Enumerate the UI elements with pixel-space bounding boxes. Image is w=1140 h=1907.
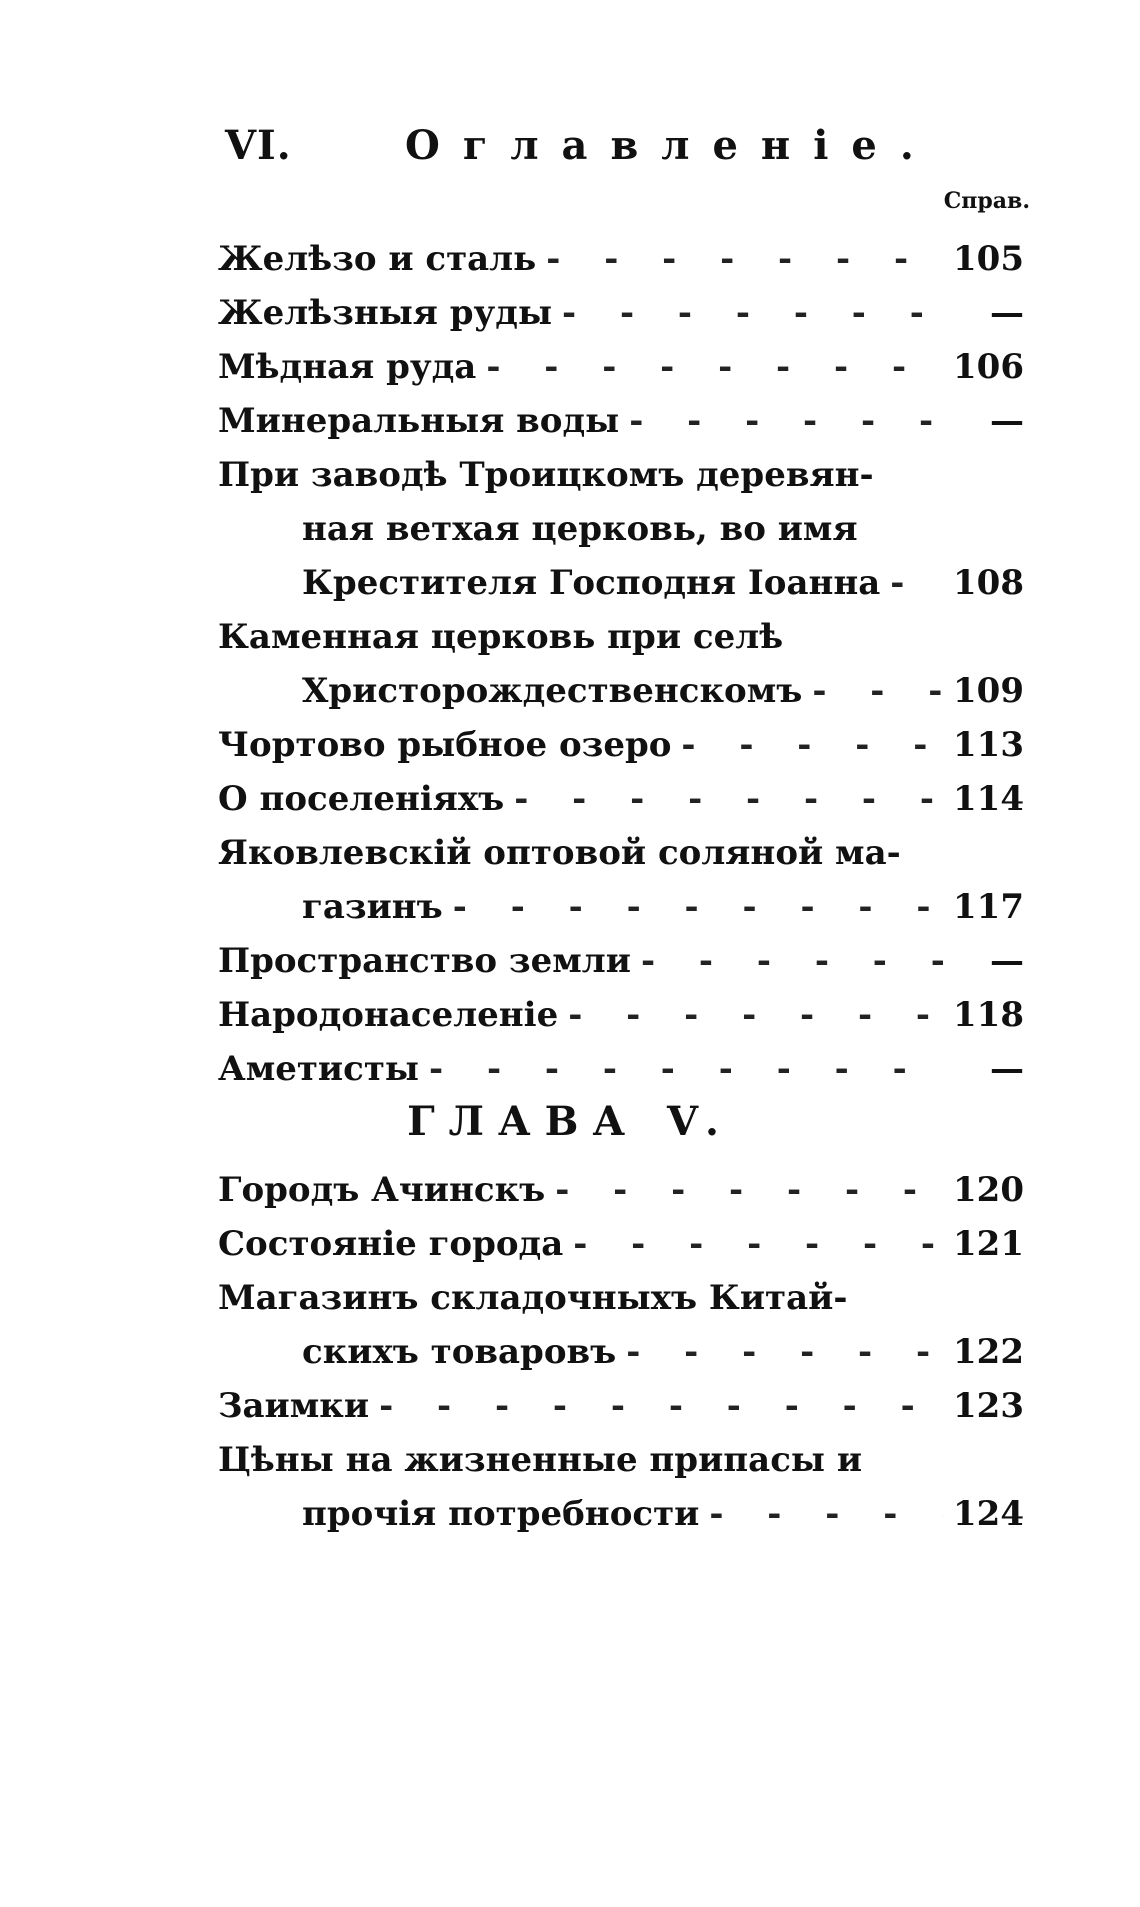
toc-entry — [218, 1217, 1024, 1271]
entry-text: Минеральныя воды — [218, 401, 620, 441]
leader-dots — [555, 1163, 943, 1217]
entry-text: Желѣзо и сталь — [218, 239, 537, 279]
entry-text: скихъ товаровъ — [302, 1332, 617, 1372]
entry-page: 118 — [953, 995, 1024, 1035]
leader-dots — [681, 718, 943, 772]
leader-dots — [568, 988, 943, 1042]
leader-dots — [812, 664, 943, 718]
entry-page: 117 — [953, 887, 1024, 927]
page-column-label: Справ. — [943, 188, 1030, 214]
toc-entry — [218, 826, 1024, 934]
entry-text: При заводѣ Троицкомъ деревян- — [218, 455, 874, 495]
leader-dots — [486, 340, 943, 394]
toc-entry — [218, 232, 1024, 286]
page-number: VI. — [225, 122, 292, 169]
entry-page: 114 — [953, 779, 1024, 819]
entry-page: — — [990, 293, 1024, 333]
entry-page: 121 — [953, 1224, 1024, 1264]
entry-text: газинъ — [302, 887, 443, 927]
entry-page: 113 — [953, 725, 1024, 765]
toc-entry — [218, 718, 1024, 772]
entry-text: Желѣзныя руды — [218, 293, 553, 333]
page-title: Оглавленіе. — [405, 122, 937, 169]
entry-text: Состояніе города — [218, 1224, 564, 1264]
toc-entry — [218, 1163, 1024, 1217]
entry-text: ная ветхая церковь, во имя — [302, 509, 858, 549]
leader-dots — [629, 394, 944, 448]
entry-page: 122 — [953, 1332, 1024, 1372]
toc-entry — [218, 610, 1024, 718]
entry-text: Чортово рыбное озеро — [218, 725, 672, 765]
toc-entry — [218, 448, 1024, 610]
toc-entry — [218, 988, 1024, 1042]
toc-entry — [218, 1379, 1024, 1433]
toc-section-b — [218, 1163, 1024, 1541]
leader-dots — [514, 772, 943, 826]
entry-page: — — [990, 401, 1024, 441]
entry-text: О поселеніяхъ — [218, 779, 505, 819]
entry-text: Крестителя Господня Іоанна — [302, 563, 881, 603]
toc-entry — [218, 1433, 1024, 1541]
entry-text: Аметисты — [218, 1049, 419, 1089]
toc-section-a — [218, 232, 1024, 1096]
toc-entry — [218, 340, 1024, 394]
toc-entry — [218, 286, 1024, 340]
entry-page: — — [990, 941, 1024, 981]
leader-dots — [546, 232, 943, 286]
entry-page: 105 — [953, 239, 1024, 279]
entry-page: 109 — [953, 671, 1024, 711]
entry-text: Народонаселеніе — [218, 995, 559, 1035]
leader-dots — [709, 1487, 943, 1541]
leader-dots — [626, 1325, 943, 1379]
page-header — [225, 122, 937, 182]
toc-entry — [218, 1042, 1024, 1096]
leader-dots — [429, 1042, 944, 1096]
entry-text: прочія потребности — [302, 1494, 700, 1534]
entry-text: Каменная церковь при селѣ — [218, 617, 784, 657]
entry-text: Городъ Ачинскъ — [218, 1170, 546, 1210]
entry-text: Пространство земли — [218, 941, 631, 981]
entry-text: Заимки — [218, 1386, 370, 1426]
entry-page: 108 — [953, 563, 1024, 603]
toc-entry — [218, 772, 1024, 826]
leader-dots — [641, 934, 944, 988]
leader-dots — [573, 1217, 943, 1271]
leader-dots — [562, 286, 944, 340]
entry-page: 124 — [953, 1494, 1024, 1534]
entry-page: — — [990, 1049, 1024, 1089]
toc-entry — [218, 394, 1024, 448]
toc-entry — [218, 934, 1024, 988]
entry-text: Яковлевскій оптовой соляной ма- — [218, 833, 901, 873]
entry-text: Мѣдная руда — [218, 347, 477, 387]
entry-page: 106 — [953, 347, 1024, 387]
entry-text: Магазинъ складочныхъ Китай- — [218, 1278, 848, 1318]
entry-text: Христорождественскомъ — [302, 671, 803, 711]
entry-page: 123 — [953, 1386, 1024, 1426]
leader-dots — [890, 556, 943, 610]
chapter-heading: ГЛАВА V. — [407, 1098, 733, 1145]
entry-text: Цѣны на жизненные припасы и — [218, 1440, 863, 1480]
toc-entry — [218, 1271, 1024, 1379]
leader-dots — [379, 1379, 943, 1433]
entry-page: 120 — [953, 1170, 1024, 1210]
leader-dots — [453, 880, 943, 934]
